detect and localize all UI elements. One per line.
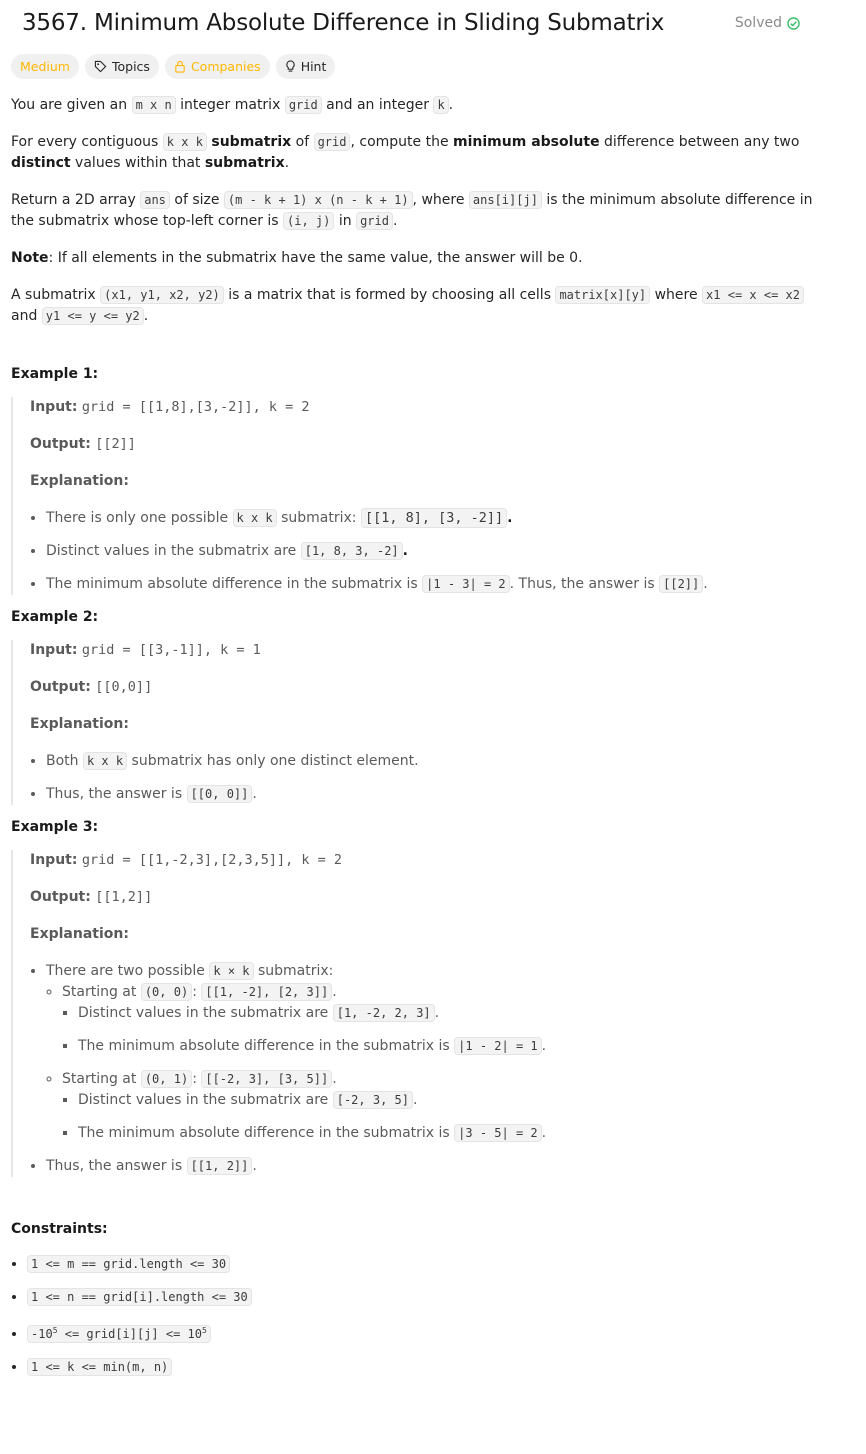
list-item: ▪ The minimum absolute difference in the submatrix is |1 - 2| = 1 .	[78, 1036, 829, 1057]
list-item: ◦ Starting at (0, 0) : [[1, -2], [2, 3]] . ▪ Distinct values in the submatrix are [1, -2, 2, 3] . ▪ The minimum absolute difference in the submatrix is |1 - 2| = 1 .	[62, 982, 829, 1057]
problem-description	[11, 95, 829, 1390]
tag-icon	[94, 60, 107, 73]
lightbulb-icon	[285, 60, 296, 73]
solved-label: Solved	[734, 15, 782, 31]
companies-button[interactable]: Companies	[165, 54, 270, 79]
paragraph: You are given an m x n integer matrix grid and an integer k .	[11, 97, 454, 113]
list-item: ▪ The minimum absolute difference in the submatrix is |3 - 5| = 2 .	[78, 1123, 829, 1144]
list-item: ▪ Distinct values in the submatrix are [1, -2, 2, 3] .	[78, 1003, 829, 1024]
topics-button[interactable]: Topics	[85, 54, 159, 79]
list-item: • $-10^5$ <= grid[i][j] <= $10^5$	[27, 1320, 829, 1345]
list-item: • There is only one possible k x k submatrix: [[1, 8], [3, -2]] .	[46, 508, 829, 529]
problem-title: 3567. Minimum Absolute Difference in Sliding Submatrix	[22, 10, 665, 36]
lock-icon	[174, 60, 186, 73]
difficulty-badge[interactable]: Medium	[11, 54, 79, 79]
list-item: • Thus, the answer is [[0, 0]] .	[46, 784, 829, 805]
list-item: ▪ Distinct values in the submatrix are [-2, 3, 5] .	[78, 1090, 829, 1111]
note-paragraph: Note: If all elements in the submatrix have the same value, the answer will be 0.	[11, 250, 583, 266]
example-block: Input: grid = [[1,8],[3,-2]], k = 2 Output: [[2]] Explanation: • There is only one possible k x k submatrix: [[1, 8], [3, -2]] . • Distinct values in the submatrix are [1, 8, 3, -2] . • The minimum absolute difference in the submatrix is |1 - 3| = 2 . Thus, the answer is [[2]] .	[11, 397, 829, 595]
list-item: • 1 <= n == grid[i].length <= 30	[27, 1287, 829, 1308]
list-item: • 1 <= k <= min(m, n)	[27, 1357, 829, 1378]
example-block: Input: grid = [[1,-2,3],[2,3,5]], k = 2 Output: [[1,2]] Explanation: • There are two possible k × k submatrix: ◦ Starting at (0, 0) : [[1, -2], [2, 3]] . ▪ Distinct values in the submatrix are [1, -2, 2, 3] . ▪ The minimum absolute difference in the submatrix is |1 - 2| = 1 . ◦ Starting at (0, 1) : [[-2, 3], [3, 5]] . ▪ Distinct values in the submatrix are [-2, 3, 5] . ▪ The minimum absolute difference in the submatrix is |3 - 5| = 2 . • Thus, the answer is [[1, 2]] .	[11, 850, 829, 1177]
list-item: • The minimum absolute difference in the submatrix is |1 - 3| = 2 . Thus, the answer is [[2]] .	[46, 574, 829, 595]
paragraph: For every contiguous k x k submatrix of grid , compute the minimum absolute difference between any two distinct values within that submatrix.	[11, 134, 800, 171]
check-circle-icon	[787, 17, 800, 30]
list-item: • Both k x k submatrix has only one distinct element.	[46, 751, 829, 772]
constraints-list	[11, 1254, 829, 1378]
constraints-title: Constraints:	[11, 1221, 108, 1237]
example-title: Example 2:	[11, 609, 99, 625]
example-block: Input: grid = [[3,-1]], k = 1 Output: [[0,0]] Explanation: • Both k x k submatrix has only one distinct element. • Thus, the answer is [[0, 0]] .	[11, 640, 829, 805]
paragraph: A submatrix (x1, y1, x2, y2) is a matrix that is formed by choosing all cells matrix[x][y] where x1 <= x <= x2 and y1 <= y <= y2 .	[11, 285, 829, 327]
list-item: • Distinct values in the submatrix are [1, 8, 3, -2] .	[46, 541, 829, 562]
list-item: • 1 <= m == grid.length <= 30	[27, 1254, 829, 1275]
tag-bar	[11, 54, 335, 79]
solved-status	[735, 13, 800, 34]
example-title: Example 3:	[11, 819, 99, 835]
hint-button[interactable]: Hint	[276, 54, 336, 79]
example-title: Example 1:	[11, 366, 99, 382]
list-item: • Thus, the answer is [[1, 2]] .	[46, 1156, 829, 1177]
list-item: ◦ Starting at (0, 1) : [[-2, 3], [3, 5]] . ▪ Distinct values in the submatrix are [-2, 3, 5] . ▪ The minimum absolute difference in the submatrix is |3 - 5| = 2 .	[62, 1069, 829, 1144]
list-item: • There are two possible k × k submatrix: ◦ Starting at (0, 0) : [[1, -2], [2, 3]] . ▪ Distinct values in the submatrix are [1, -2, 2, 3] . ▪ The minimum absolute difference in the submatrix is |1 - 2| = 1 . ◦ Starting at (0, 1) : [[-2, 3], [3, 5]] . ▪ Distinct values in the submatrix are [-2, 3, 5] . ▪ The minimum absolute difference in the submatrix is |3 - 5| = 2 .	[46, 961, 829, 1144]
paragraph: Return a 2D array ans of size (m - k + 1) x (n - k + 1) , where ans[i][j] is the minimum absolute difference in the submatrix whose top-left corner is (i, j) in grid .	[11, 192, 813, 229]
